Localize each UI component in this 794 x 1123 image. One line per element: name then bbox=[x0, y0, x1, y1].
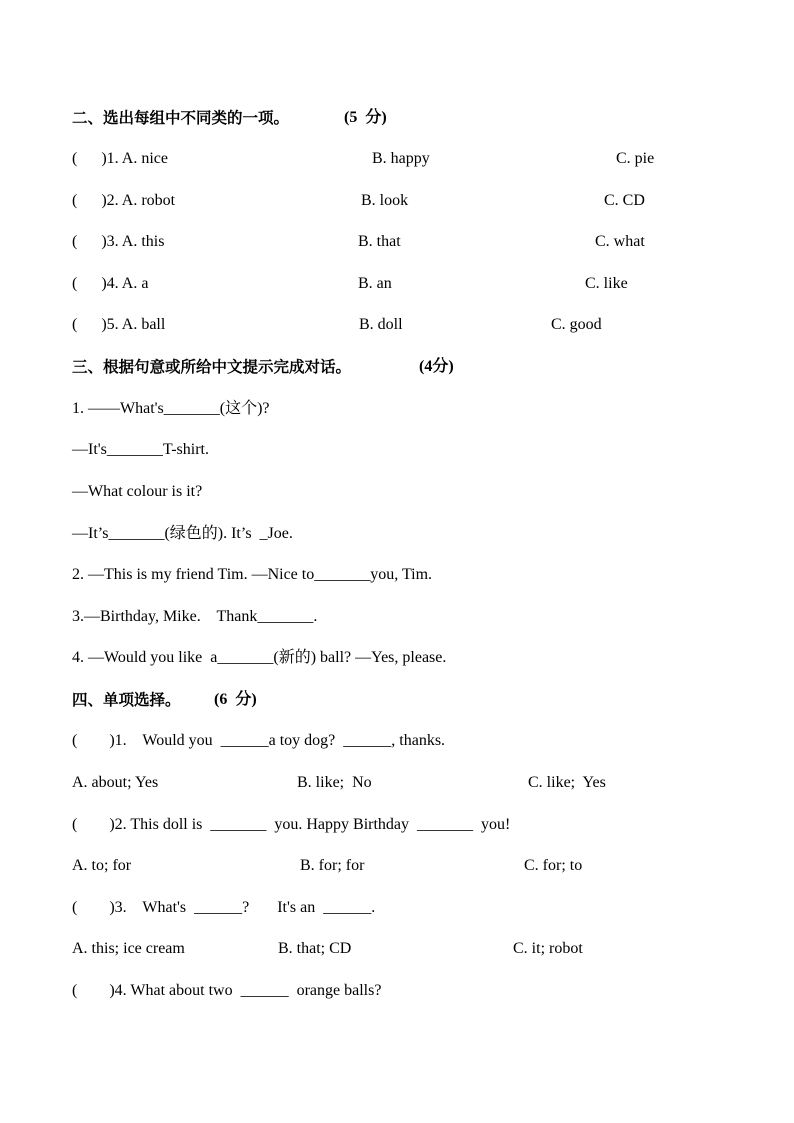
s2-q4-stem: ( )4. A. a bbox=[72, 275, 149, 292]
s4-q1-options bbox=[0, 772, 794, 794]
s3-line-3 bbox=[0, 481, 794, 503]
s4-q3-option-b: B. that; CD bbox=[278, 940, 352, 957]
s2-q5-option-b: B. doll bbox=[359, 316, 403, 333]
s2-q2-option-b: B. look bbox=[361, 192, 409, 209]
section2-score: (5 分) bbox=[344, 109, 387, 126]
s2-question-3 bbox=[0, 231, 794, 253]
section3-title: 三、根据句意或所给中文提示完成对话。 bbox=[72, 358, 352, 376]
s2-question-2 bbox=[0, 190, 794, 212]
section2-title: 二、选出每组中不同类的一项。 bbox=[72, 109, 290, 127]
s3-line-6-text: 3.—Birthday, Mike. Thank_______. bbox=[72, 608, 318, 625]
s4-q2-option-b: B. for; for bbox=[300, 857, 365, 874]
s4-q2-options bbox=[0, 855, 794, 877]
s2-q4-option-c: C. like bbox=[585, 275, 628, 292]
s4-q1-option-a: A. about; Yes bbox=[72, 774, 159, 791]
s2-q2-option-c: C. CD bbox=[604, 192, 645, 209]
s2-question-1 bbox=[0, 148, 794, 170]
s3-line-7 bbox=[0, 647, 794, 669]
s2-q3-stem: ( )3. A. this bbox=[72, 233, 165, 250]
s3-line-2 bbox=[0, 439, 794, 461]
s2-question-5 bbox=[0, 314, 794, 336]
s4-q1-stem: ( )1. Would you ______a toy dog? ______, thanks. bbox=[72, 732, 446, 749]
s2-question-4 bbox=[0, 273, 794, 295]
s3-line-1 bbox=[0, 398, 794, 420]
s2-q3-option-b: B. that bbox=[358, 233, 401, 250]
s4-q3-option-c: C. it; robot bbox=[513, 940, 583, 957]
s3-line-5 bbox=[0, 564, 794, 586]
s4-q2-stem-line bbox=[0, 814, 794, 836]
s3-line-3-text: —What colour is it? bbox=[72, 483, 203, 500]
s4-q3-option-a: A. this; ice cream bbox=[72, 940, 185, 957]
s4-q2-stem: ( )2. This doll is _______ you. Happy Birthday _______ you! bbox=[72, 816, 511, 833]
s4-q4-stem: ( )4. What about two ______ orange balls? bbox=[72, 982, 382, 999]
s4-q1-stem-line bbox=[0, 730, 794, 752]
s3-line-5-text: 2. —This is my friend Tim. —Nice to_______you, Tim. bbox=[72, 566, 433, 583]
s3-line-7-text: 4. —Would you like a_______(新的) ball? —Yes, please. bbox=[72, 649, 447, 666]
s3-line-1-text: 1. ——What's_______(这个)? bbox=[72, 400, 270, 417]
s2-q2-stem: ( )2. A. robot bbox=[72, 192, 176, 209]
section2-heading bbox=[0, 107, 794, 129]
s2-q5-option-c: C. good bbox=[551, 316, 602, 333]
s4-q3-stem-line bbox=[0, 897, 794, 919]
s2-q1-stem: ( )1. A. nice bbox=[72, 150, 168, 167]
section4-heading bbox=[0, 689, 794, 711]
s4-q3-stem: ( )3. What's ______? It's an ______. bbox=[72, 899, 376, 916]
s4-q1-option-b: B. like; No bbox=[297, 774, 372, 791]
s2-q3-option-c: C. what bbox=[595, 233, 645, 250]
s2-q1-option-c: C. pie bbox=[616, 150, 655, 167]
s2-q1-option-b: B. happy bbox=[372, 150, 430, 167]
s2-q5-stem: ( )5. A. ball bbox=[72, 316, 166, 333]
section3-score: (4分) bbox=[419, 358, 454, 375]
s4-q2-option-c: C. for; to bbox=[524, 857, 583, 874]
section3-heading bbox=[0, 356, 794, 378]
section4-title: 四、单项选择。 bbox=[72, 691, 181, 709]
s3-line-4-text: —It’s_______(绿色的). It’s _Joe. bbox=[72, 525, 293, 542]
s4-q1-option-c: C. like; Yes bbox=[528, 774, 606, 791]
section4-score: (6 分) bbox=[214, 691, 257, 708]
s3-line-2-text: —It's_______T-shirt. bbox=[72, 441, 209, 458]
s3-line-6 bbox=[0, 606, 794, 628]
s4-q4-stem-line bbox=[0, 980, 794, 1002]
s4-q3-options bbox=[0, 938, 794, 960]
s4-q2-option-a: A. to; for bbox=[72, 857, 132, 874]
s3-line-4 bbox=[0, 523, 794, 545]
s2-q4-option-b: B. an bbox=[358, 275, 392, 292]
